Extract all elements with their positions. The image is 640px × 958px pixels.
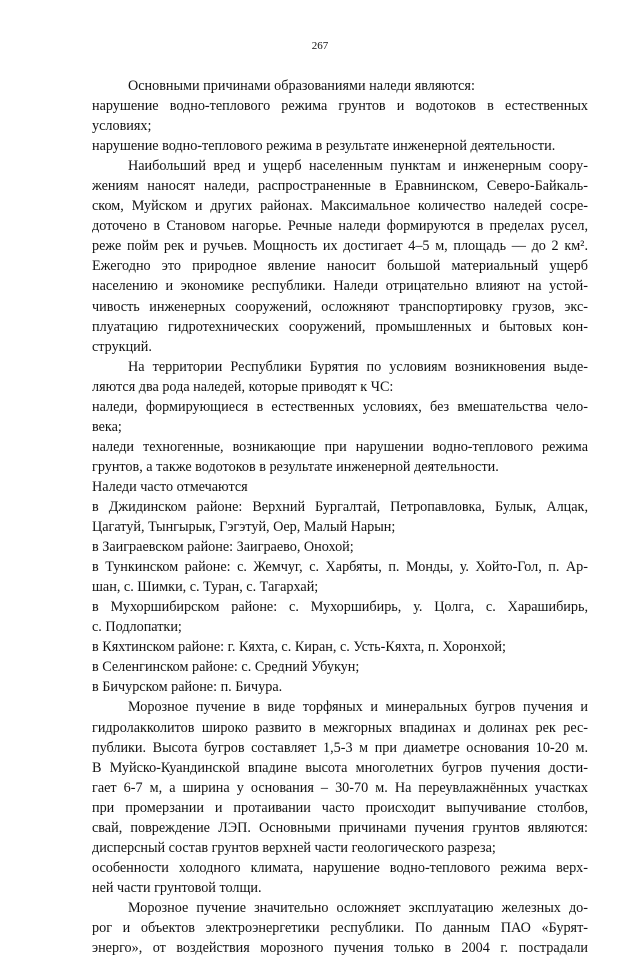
text-line: века; — [92, 418, 122, 435]
text-line: гает 6-7 м, а ширина у основания – 30-70 м. На переувлажнённых участках — [92, 779, 588, 796]
text-line: энерго», от воздействия морозного пучения только в 2004 г. пострадали — [92, 940, 588, 957]
text-line: дисперсный состав грунтов верхней части геологического разреза; — [92, 839, 496, 856]
text-line: Морозное пучение в виде торфяных и минеральных бугров пучения и — [128, 699, 588, 716]
text-line: условиях; — [92, 118, 152, 135]
text-line: ском, Муйском и других районах. Максимальное количество наледей сосре- — [92, 198, 588, 215]
text-line: наледи, формирующиеся в естественных условиях, без вмешательства чело- — [92, 398, 588, 415]
text-line: Наибольший вред и ущерб населенным пунктам и инженерным соору- — [128, 158, 588, 175]
text-line: в Тункинском районе: с. Жемчуг, с. Харбяты, п. Монды, у. Хойто-Гол, п. Ар- — [92, 559, 588, 576]
text-line: нарушение водно-теплового режима грунтов и водотоков в естественных — [92, 98, 588, 115]
text-line: публики. Высота бугров составляет 1,5-3 м при диаметре основания 10-20 м. — [92, 739, 588, 756]
text-line: шан, с. Шимки, с. Туран, с. Тагархай; — [92, 579, 319, 596]
text-line: Ежегодно это природное явление наносит большой материальный ущерб — [92, 258, 588, 275]
text-line: чивость инженерных сооружений, осложняют транспортировку грузов, экс- — [92, 298, 588, 315]
text-line: в Бичурском районе: п. Бичура. — [92, 679, 283, 696]
text-line: плуатацию гидротехнических сооружений, промышленных и бытовых кон- — [92, 318, 588, 335]
text-line: грунтов, а также водотоков в результате инженерной деятельности. — [92, 458, 499, 475]
text-line: в Мухоршибирском районе: с. Мухоршибирь, у. Цолга, с. Харашибирь, — [92, 599, 588, 616]
text-line: доточено в Становом нагорье. Речные наледи формируются в пределах русел, — [92, 218, 588, 235]
text-line: наледи техногенные, возникающие при нарушении водно-теплового режима — [92, 438, 588, 455]
text-line: гидролакколитов широко развито в межгорных впадинах и долинах рек рес- — [92, 719, 588, 736]
text-line: в Заиграевском районе: Заиграево, Онохой; — [92, 539, 354, 556]
text-line: Цагатуй, Тынгырык, Гэгэтуй, Оер, Малый Нарын; — [92, 519, 396, 536]
text-line: в Селенгинском районе: с. Средний Убукун; — [92, 659, 360, 676]
text-line: населению и экономике республики. Наледи отрицательно влияют на устой- — [92, 278, 588, 295]
text-line: нарушение водно-теплового режима в результате инженерной деятельности. — [92, 138, 556, 155]
text-line: струкций. — [92, 338, 152, 355]
page-number: 267 — [311, 40, 329, 52]
text-line: особенности холодного климата, нарушение водно-теплового режима верх- — [92, 859, 588, 876]
text-line: при промерзании и протаивании часто происходит выпучивание столбов, — [92, 799, 588, 816]
text-line: в Кяхтинском районе: г. Кяхта, с. Киран, с. Усть-Кяхта, п. Хоронхой; — [92, 639, 506, 656]
text-line: Наледи часто отмечаются — [92, 478, 248, 495]
text-line: свай, повреждение ЛЭП. Основными причинами пучения грунтов являются: — [92, 819, 588, 836]
text-line: В Муйско-Куандинской впадине высота многолетних бугров пучения дости- — [92, 759, 588, 776]
text-line: ляются два рода наледей, которые приводят к ЧС: — [92, 378, 394, 395]
text-line: На территории Республики Бурятия по условиям возникновения выде- — [128, 358, 588, 375]
text-line: рог и объектов электроэнергетики республики. По данным ПАО «Бурят- — [92, 919, 588, 936]
text-line: жениям наносят наледи, распространенные в Еравнинском, Северо-Байкаль- — [92, 178, 588, 195]
text-line: в Джидинском районе: Верхний Бургалтай, Петропавловка, Булык, Алцак, — [92, 498, 588, 515]
body-text — [92, 76, 588, 958]
text-line: Морозное пучение значительно осложняет эксплуатацию железных до- — [128, 899, 588, 916]
text-line: реже пойм рек и ручьев. Мощность их достигает 4–5 м, площадь — до 2 км². — [92, 238, 588, 255]
text-line: ней части грунтовой толщи. — [92, 879, 262, 896]
text-line: Основными причинами образованиями наледи являются: — [128, 78, 475, 94]
text-line: с. Подлопатки; — [92, 619, 182, 636]
